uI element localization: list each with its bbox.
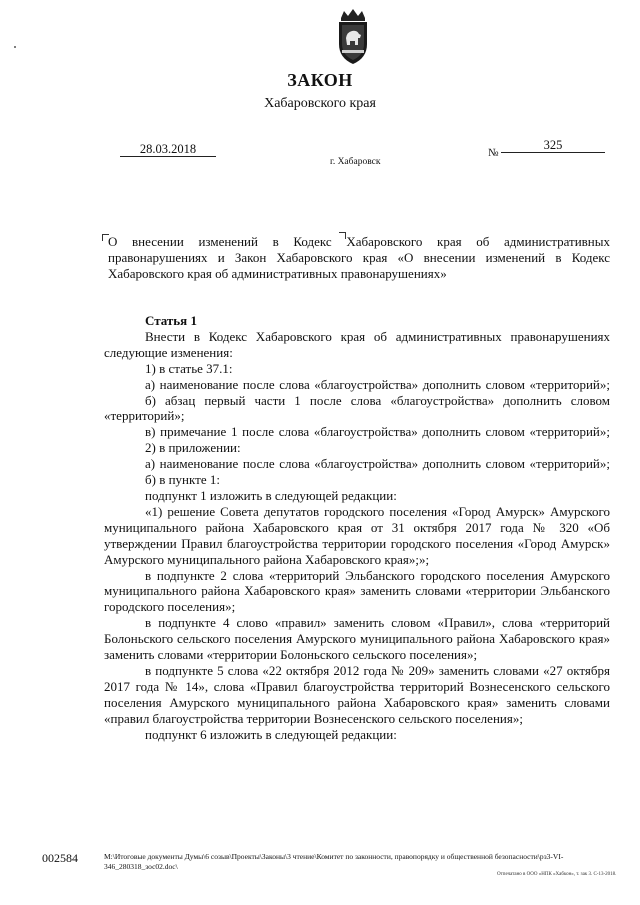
paragraph: а) наименование после слова «благоустройства» дополнить словом «территорий»; xyxy=(145,376,610,392)
paragraph: в подпункте 4 слово «правил» заменить словом «Правил», слова «территорий Болоньского сельского поселения Амурского муниципального района Хабаровского края» заменить словами «территории Болоньского сельского поселения»; xyxy=(104,615,610,663)
footer-print-note: Отпечатано в ООО «НПК «Хабкон», т. зак 3. С-13-2018. xyxy=(497,872,617,877)
paragraph: 2) в приложении: xyxy=(145,440,241,456)
footer-file-path xyxy=(104,852,614,872)
paragraph: 1) в статье 37.1: xyxy=(145,360,233,376)
law-subtitle: Хабаровского края xyxy=(264,96,376,111)
number-sign: № xyxy=(488,147,499,159)
law-date: 28.03.2018 xyxy=(120,142,216,157)
article-title: Статья 1 xyxy=(145,313,197,328)
paragraph: а) наименование после слова «благоустройства» дополнить словом «территорий»; xyxy=(145,456,610,472)
paragraph: в подпункте 2 слова «территорий Эльбанского городского поселения Амурского муниципального района Хабаровского края» заменить словами «территории Эльбанского городского поселения»; xyxy=(104,567,610,615)
scan-speck xyxy=(14,46,16,48)
paragraph: подпункт 6 изложить в следующей редакции: xyxy=(145,726,397,742)
document-body xyxy=(104,313,610,742)
paragraph: б) абзац первый части 1 после слова «благоустройства» дополнить словом «территорий»; xyxy=(104,392,610,424)
law-title: ЗАКОН xyxy=(287,70,353,90)
paragraph: «1) решение Совета депутатов городского поселения «Город Амурск» Амурского муниципального района Хабаровского края от 31 октября 2017 года № 320 «Об утверждении Правил благоустройства территории городского поселения «Город Амурск» Амурского муниципального района Хабаровского края»;»; xyxy=(104,503,610,567)
footer-path-line: M:\Итоговые документы Думы\6 созыв\Проекты\Законы\3 чтение\Комитет по законности, правопорядку и общественной безопасности\рз3-VI- xyxy=(104,852,564,861)
paragraph: в) примечание 1 после слова «благоустройства» дополнить словом «территорий»; xyxy=(145,424,610,440)
footer-doc-number: 002584 xyxy=(42,851,78,865)
footer-path-line: 346_280318_зос02.doc\ xyxy=(104,862,178,871)
coat-of-arms-icon xyxy=(333,8,373,66)
law-city: г. Хабаровск xyxy=(330,157,381,167)
paragraph: в подпункте 5 слова «22 октября 2012 года № 209» заменить словами «27 октября 2017 года № 14», слова «Правил благоустройства территорий Вознесенского сельского поселения Амурского муниципального района Хабаровского края» заменить словами «правил благоустройства территории Вознесенского сельского поселения»; xyxy=(104,662,610,726)
paragraph: б) в пункте 1: xyxy=(145,472,220,488)
paragraph: Внести в Кодекс Хабаровского края об административных правонарушениях следующие изменения: xyxy=(104,328,610,360)
law-number: 325 xyxy=(501,138,605,153)
paragraph: подпункт 1 изложить в следующей редакции: xyxy=(145,487,397,503)
law-heading: О внесении изменений в Кодекс Хабаровского края об административных правонарушениях и Закон Хабаровского края «О внесении изменений в Кодекс Хабаровского края об административных правонарушениях» xyxy=(108,234,610,281)
